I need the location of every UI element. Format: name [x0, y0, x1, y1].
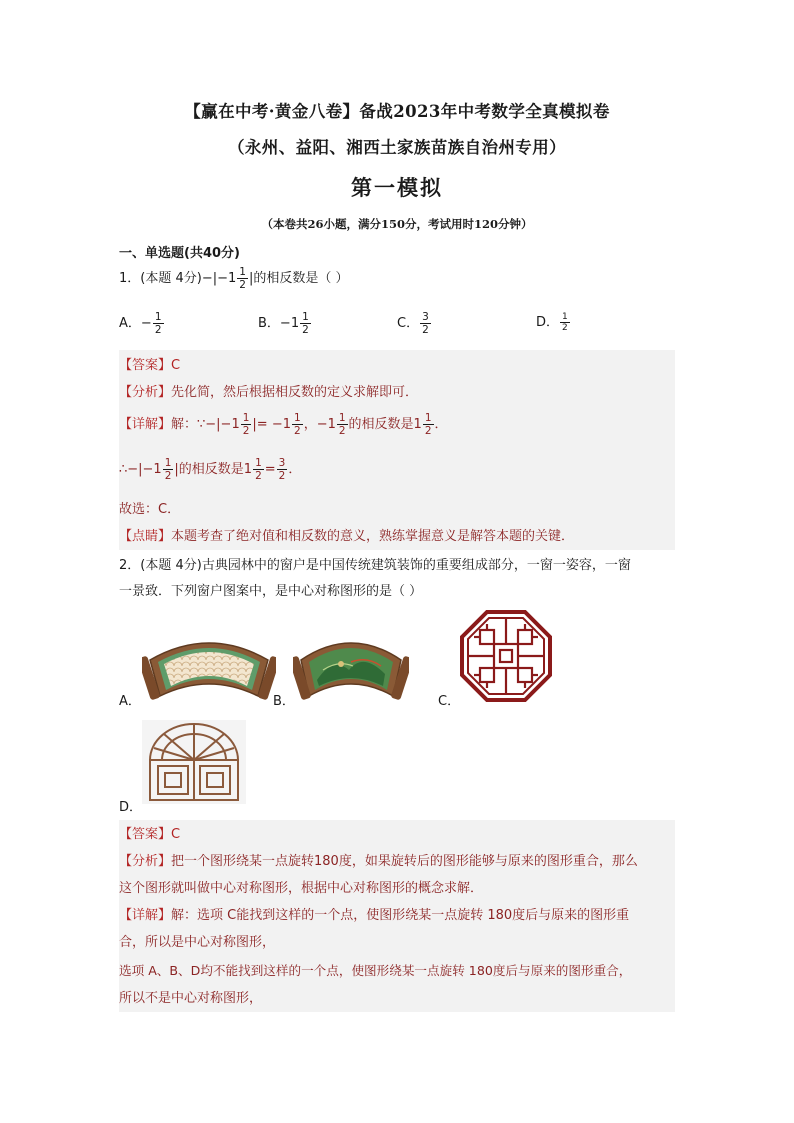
paper-mock-number: 第一模拟	[351, 175, 443, 200]
q2-window-d-image	[142, 720, 246, 804]
paper-info: （本卷共26小题，满分150分，考试用时120分钟）	[261, 217, 533, 231]
q2-label-d: D．	[119, 800, 143, 815]
q2-window-b-image	[293, 630, 409, 702]
q1-prefix: 1．(本题 4分)	[119, 271, 202, 286]
q2-window-a-image	[142, 630, 276, 702]
q1-answer-box	[119, 350, 675, 550]
paper-region: （永州、益阳、湘西土家族苗族自治州专用）	[228, 138, 566, 157]
q1-stem-after: |的相反数是（ ）	[248, 271, 349, 286]
q2-label-c: C．	[438, 694, 461, 709]
q1-stem-before: −|−1	[201, 271, 237, 286]
q2-detail-line1: 【详解】解：选项 C能找到这样的一个点，使图形绕某一点旋转 180度后与原来的图形重	[119, 908, 630, 923]
q1-detail-2: ∴−|−1 $\frac{1}{2}$ |的相反数是1 $\frac{1}{2}$ = $\frac{3}{2}$ ．	[119, 457, 302, 482]
q1-detail: 【详解】解：∵−|−1 $\frac{1}{2}$ |= −1 $\frac{1}{2}$ ，−1 $\frac{1}{2}$ 的相反数是1 $\frac{1}{2}$ ．	[119, 412, 448, 437]
section-heading: 一、单选题(共40分)	[119, 246, 240, 261]
q1-analysis: 【分析】先化简，然后根据相反数的定义求解即可．	[119, 385, 419, 400]
q2-stem-line1: 2．(本题 4分)古典园林中的窗户是中国传统建筑装饰的重要组成部分，一窗一姿容，一窗	[119, 558, 631, 573]
q2-detail-line4: 所以不是中心对称图形，	[119, 991, 263, 1006]
q2-window-c-image	[460, 610, 552, 702]
q1-choose: 故选：C．	[119, 502, 181, 517]
q1-answer: 【答案】C	[119, 358, 181, 373]
q2-stem-line2: 一景致．下列窗户图案中，是中心对称图形的是（ ）	[119, 584, 423, 599]
q1-stem	[119, 266, 348, 291]
q1-fraction: $\frac{1}{2}$	[239, 266, 246, 291]
q2-detail-line3: 选项 A、B、D均不能找到这样的一个点，使图形绕某一点旋转 180度后与原来的图形重合，	[119, 963, 632, 978]
q2-label-a: A．	[119, 694, 141, 709]
q1-option-c: C． $\frac{3}{2}$	[397, 311, 429, 336]
q1-option-a: A．− $\frac{1}{2}$	[119, 311, 162, 336]
q2-detail-line2: 合，所以是中心对称图形，	[119, 935, 276, 950]
q1-comment: 【点睛】本题考查了绝对值和相反数的意义，熟练掌握意义是解答本题的关键．	[119, 529, 575, 544]
paper-title: 【赢在中考·黄金八卷】备战2023年中考数学全真模拟卷	[184, 102, 610, 121]
q1-option-d: D． $\frac{1}{2}$	[536, 312, 568, 333]
q2-analysis-line2: 这个图形就叫做中心对称图形，根据中心对称图形的概念求解．	[119, 881, 484, 896]
q1-option-b: B．−1 $\frac{1}{2}$	[258, 311, 309, 336]
q2-label-b: B．	[273, 694, 295, 709]
q2-analysis-line1: 【分析】把一个图形绕某一点旋转180度，如果旋转后的图形能够与原来的图形重合，那么	[119, 854, 638, 869]
q2-answer: 【答案】C	[119, 827, 181, 842]
